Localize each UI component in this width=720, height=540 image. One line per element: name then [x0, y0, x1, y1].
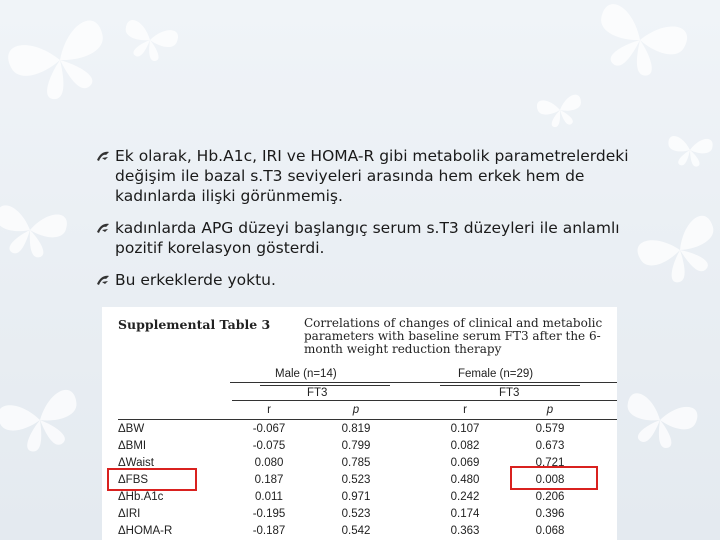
- subheader-ft3-male: FT3: [307, 387, 328, 399]
- table-cell: 0.080: [254, 457, 284, 469]
- table-cell: 0.082: [450, 440, 480, 452]
- bullet-item: [96, 218, 636, 258]
- butterfly-icon: [0, 204, 68, 262]
- group-header-female: Female (n=29): [458, 368, 534, 380]
- row-label: ΔWaist: [118, 457, 155, 469]
- table-cell: 0.673: [535, 440, 565, 452]
- supplemental-table: [102, 307, 617, 540]
- table-rule: [232, 400, 617, 401]
- butterfly-bullet-icon: [96, 149, 110, 163]
- butterfly-icon: [0, 388, 86, 459]
- butterfly-icon: [5, 17, 118, 110]
- bullet-text: Ek olarak, Hb.A1c, IRI ve HOMA-R gibi metabolik parametrelerdeki değişim ile bazal s.T3 seviyeleri arasında hem erkek hem de kadınlarda ilişki görünmemiş.: [115, 147, 629, 205]
- table-cell: 0.011: [255, 491, 283, 503]
- table-cell: 0.174: [450, 508, 480, 520]
- table-cell: 0.542: [341, 525, 371, 537]
- table-cell: 0.579: [535, 423, 565, 435]
- column-header-r: r: [463, 404, 467, 416]
- table-cell: 0.242: [450, 491, 480, 503]
- butterfly-icon: [619, 391, 699, 454]
- butterfly-icon: [634, 213, 720, 294]
- table-cell: 0.819: [341, 423, 371, 435]
- table-cell: 0.008: [535, 474, 565, 486]
- table-cell: -0.075: [252, 440, 286, 452]
- bullet-text: Bu erkeklerde yoktu.: [115, 271, 276, 289]
- row-label: ΔHb.A1c: [118, 491, 164, 503]
- row-label: ΔFBS: [118, 474, 149, 486]
- table-rule: [260, 385, 390, 386]
- table-cell: 0.523: [341, 508, 371, 520]
- butterfly-icon: [536, 94, 585, 130]
- bullet-text: kadınlarda APG düzeyi başlangıç serum s.T3 düzeyleri ile anlamlı pozitif korelasyon gösterdi.: [115, 219, 620, 257]
- butterfly-bullet-icon: [96, 221, 110, 235]
- table-cell: 0.107: [450, 423, 480, 435]
- row-label: ΔHOMA-R: [118, 525, 173, 537]
- butterfly-icon: [667, 135, 714, 167]
- table-cell: 0.068: [535, 525, 565, 537]
- table-cell: -0.067: [252, 423, 286, 435]
- butterfly-bullet-icon: [96, 273, 110, 287]
- table-cell: 0.721: [535, 457, 565, 469]
- table-cell: 0.206: [535, 491, 565, 503]
- table-caption-text: Correlations of changes of clinical and metabolic parameters with baseline serum FT3 after the 6-month weight reduction therapy: [304, 316, 603, 356]
- butterfly-icon: [587, 1, 690, 85]
- row-label: ΔBMI: [118, 440, 147, 452]
- table-rule: [230, 382, 617, 383]
- table-label: Supplemental Table 3: [118, 317, 271, 332]
- table-cell: 0.785: [341, 457, 371, 469]
- highlight-box-fbs-row: [107, 468, 197, 491]
- subheader-ft3-female: FT3: [499, 387, 520, 399]
- column-header-p: p: [352, 404, 360, 416]
- table-cell: 0.396: [535, 508, 565, 520]
- table-cell: 0.187: [254, 474, 284, 486]
- column-header-p: p: [546, 404, 554, 416]
- highlight-box-fbs-female-p: [510, 466, 598, 490]
- table-cell: 0.971: [341, 491, 371, 503]
- row-label: ΔBW: [118, 423, 145, 435]
- bullet-list: [96, 146, 636, 302]
- butterfly-icon: [119, 18, 179, 65]
- table-cell: -0.187: [252, 525, 286, 537]
- table-cell: -0.195: [252, 508, 286, 520]
- group-header-male: Male (n=14): [275, 368, 337, 380]
- bullet-item: [96, 146, 636, 206]
- row-label: ΔIRI: [118, 508, 141, 520]
- column-header-r: r: [267, 404, 271, 416]
- table-cell: 0.069: [450, 457, 480, 469]
- table-cell: 0.523: [341, 474, 371, 486]
- table-rule: [118, 419, 617, 420]
- table-rule: [440, 385, 580, 386]
- bullet-item: [96, 270, 636, 290]
- table-cell: 0.799: [341, 440, 371, 452]
- table-cell: 0.480: [450, 474, 480, 486]
- table-cell: 0.363: [450, 525, 480, 537]
